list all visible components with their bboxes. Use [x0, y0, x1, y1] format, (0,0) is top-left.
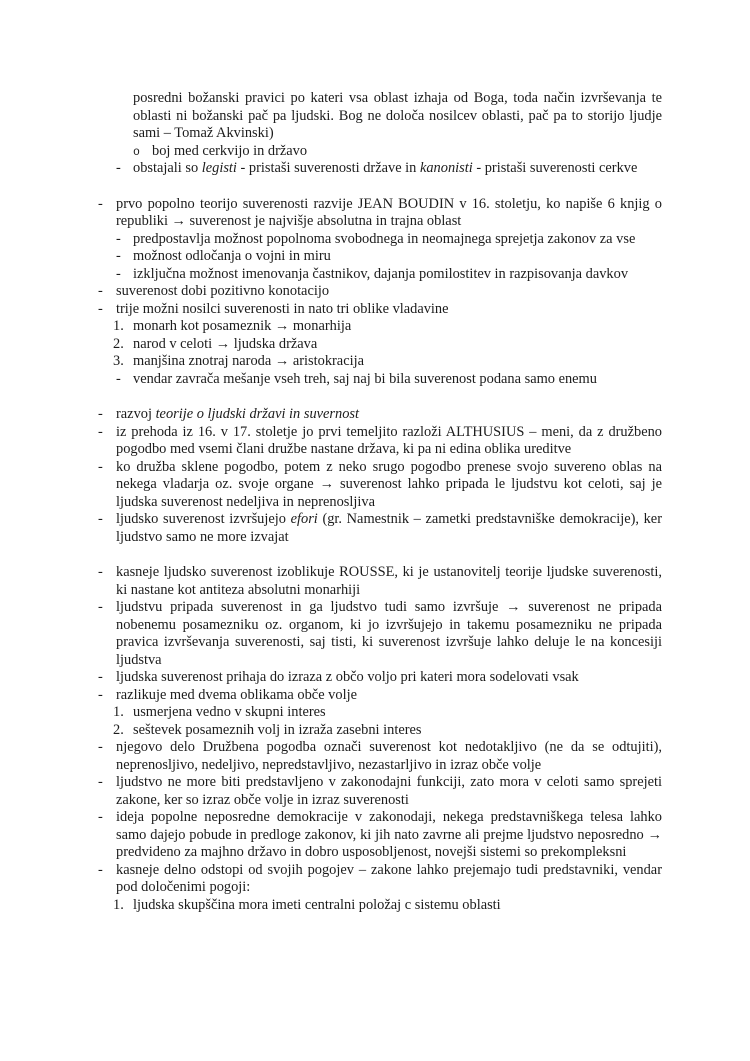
list-item	[98, 458, 666, 512]
paragraph	[98, 90, 666, 143]
list-item	[98, 301, 662, 319]
text-run: kasneje ljudsko suverenost izoblikuje ROUSSE, ki je ustanovitelj teorije ljudske suverenosti, ki nastane kot antiteza absolutni monarhiji	[116, 564, 666, 598]
list-item	[98, 231, 662, 249]
list-item	[98, 160, 662, 178]
dash-bullet-icon: -	[98, 195, 103, 212]
text-run: vendar zavrača mešanje vseh treh, saj naj bi bila suverenost podana samo enemu	[133, 370, 597, 387]
text-run: ideja popolne neposredne demokracije v zakonodaji, nekega predstavniškega telesa lahko samo dajejo pobude in predloge zakonov, ki jih nato zavrne ali prejme ljudstvo neposredno → predvideno za majhno državo in dobro usposobljenost, novejši sistemi so prekompleksni	[116, 809, 666, 860]
dash-bullet-icon: -	[98, 406, 103, 422]
dash-bullet-icon: -	[98, 686, 103, 703]
document-body	[98, 90, 666, 914]
dash-bullet-icon: -	[98, 669, 103, 685]
dash-bullet-icon: -	[98, 861, 103, 878]
text-run: posredni božanski pravici po kateri vsa oblast izhaja od Boga, toda način izvrševanja te oblasti ni božanski pač pa ljudski. Bog ne določa nosilcev oblasti, pač pa to storijo ljudje sami – Tomaž Akvinski)	[133, 90, 666, 141]
list-item	[98, 336, 662, 354]
list-item	[98, 318, 662, 336]
text-run: predpostavlja možnost popolnoma svobodnega in neomajnega sprejetja zakonov za vse	[133, 230, 636, 247]
list-item	[98, 423, 666, 459]
text-run: ko družba sklene pogodbo, potem z neko srugo pogodbo prenese svojo suvereno oblas na nekega vladarja oz. svoje organe → suverenost lahko pripada le ljudstvu kot celoti, saj je ljudska suverenost nedeljiva in neprenosljiva	[116, 458, 666, 510]
number-label: 3.	[113, 353, 124, 369]
list-item	[98, 371, 662, 389]
dash-bullet-icon: -	[116, 230, 121, 247]
text-run: ljudska skupščina mora imeti centralni položaj c sistemu oblasti	[133, 896, 501, 913]
list-item	[98, 511, 666, 546]
list-item	[98, 283, 662, 301]
dash-bullet-icon: -	[98, 739, 103, 755]
text-run: boj med cerkvijo in državo	[152, 142, 308, 159]
text-run: kasneje delno odstopi od svojih pogojev – zakone lahko prejemajo tudi predstavniki, vendar pod določenimi pogoji:	[116, 861, 666, 895]
list-item	[98, 897, 662, 915]
text-run: suverenost dobi pozitivno konotacijo	[116, 283, 330, 299]
dash-bullet-icon: -	[98, 300, 103, 317]
list-item	[98, 599, 666, 669]
dash-bullet-icon: -	[98, 423, 103, 440]
text-run: prvo popolno teorijo suverenosti razvije JEAN BOUDIN v 16. stoletju, ko napiše 6 knjig o republiki → suverenost je najvišje absolutna in trajna oblast	[116, 195, 666, 229]
number-label: 2.	[113, 335, 124, 352]
list-item	[98, 406, 662, 424]
list-item	[98, 248, 662, 266]
text-run: razlikuje med dvema oblikama obče volje	[116, 686, 357, 703]
dash-bullet-icon: -	[116, 160, 121, 176]
dash-bullet-icon: -	[116, 370, 121, 387]
text-run: narod v celoti → ljudska država	[133, 335, 318, 352]
list-item	[98, 861, 666, 897]
text-run: iz prehoda iz 16. v 17. stoletje jo prvi temeljito razloži ALTHUSIUS – meni, da z družbeno pogodbo med vsemi člani družbe nastane država, ki pa ni edina oblika ureditve	[116, 423, 666, 457]
text-run: ljudsko suverenost izvršujejo efori (gr. Namestnik – zametki predstavniške demokracije), ker ljudstvo samo ne more izvajat	[116, 511, 666, 545]
dash-bullet-icon: -	[98, 774, 103, 790]
list-item	[98, 564, 666, 599]
number-label: 2.	[113, 721, 124, 738]
text-run: manjšina znotraj naroda → aristokracija	[133, 353, 364, 369]
dash-bullet-icon: -	[98, 458, 103, 475]
text-run: ljudska suverenost prihaja do izraza z občo voljo pri kateri mora sodelovati vsak	[116, 669, 579, 685]
dash-bullet-icon: -	[98, 511, 103, 527]
dash-bullet-icon: -	[116, 248, 121, 264]
list-item	[98, 722, 662, 740]
dash-bullet-icon: -	[116, 265, 121, 282]
text-run: usmerjena vedno v skupni interes	[133, 704, 326, 720]
list-item	[98, 266, 662, 284]
dash-bullet-icon: -	[98, 809, 103, 825]
number-label: 1.	[113, 896, 124, 913]
list-item	[98, 143, 662, 161]
text-run: ljudstvu pripada suverenost in ga ljudstvo tudi samo izvršuje → suverenost ne pripada nobenemu posamezniku oz. organom, ki jo izvršujejo in takemu posamezniku ne pripada pravica izvrševanja suverenosti, saj tisti, ki suverenost izvršuje lahko deluje le na koncesiji ljudstva	[116, 599, 666, 668]
list-item	[98, 353, 662, 371]
text-run: možnost odločanja o vojni in miru	[133, 248, 331, 264]
list-item	[98, 774, 666, 809]
number-label: 1.	[113, 704, 124, 720]
list-item	[98, 809, 666, 862]
list-item	[98, 195, 666, 231]
text-run: obstajali so legisti - pristaši suverenosti države in kanonisti - pristaši suverenosti cerkve	[133, 160, 638, 176]
dash-bullet-icon: -	[98, 599, 103, 615]
text-run: trije možni nosilci suverenosti in nato tri oblike vladavine	[116, 300, 449, 317]
text-run: ljudstvo ne more biti predstavljeno v zakonodajni funkciji, zato mora v celoti samo sprejeti zakone, ker so izraz obče volje in izraz suverenosti	[116, 774, 666, 808]
circle-bullet-icon: o	[133, 145, 140, 159]
text-run: razvoj teorije o ljudski državi in suvernost	[116, 406, 360, 422]
dash-bullet-icon: -	[98, 283, 103, 299]
number-label: 1.	[113, 318, 124, 334]
text-run: monarh kot posameznik → monarhija	[133, 318, 352, 334]
text-run: izključna možnost imenovanja častnikov, dajanja pomilostitev in razpisovanja davkov	[133, 265, 629, 282]
list-item	[98, 669, 662, 687]
list-item	[98, 687, 662, 705]
list-item	[98, 739, 666, 774]
list-item	[98, 704, 662, 722]
text-run: seštevek posameznih volj in izraža zasebni interes	[133, 721, 422, 738]
dash-bullet-icon: -	[98, 564, 103, 580]
text-run: njegovo delo Družbena pogodba označi suverenost kot nedotakljivo (ne da se odtujiti), neprenosljivo, nedeljivo, nepredstavljivo, nezastarljivo in izraz obče volje	[116, 739, 666, 773]
